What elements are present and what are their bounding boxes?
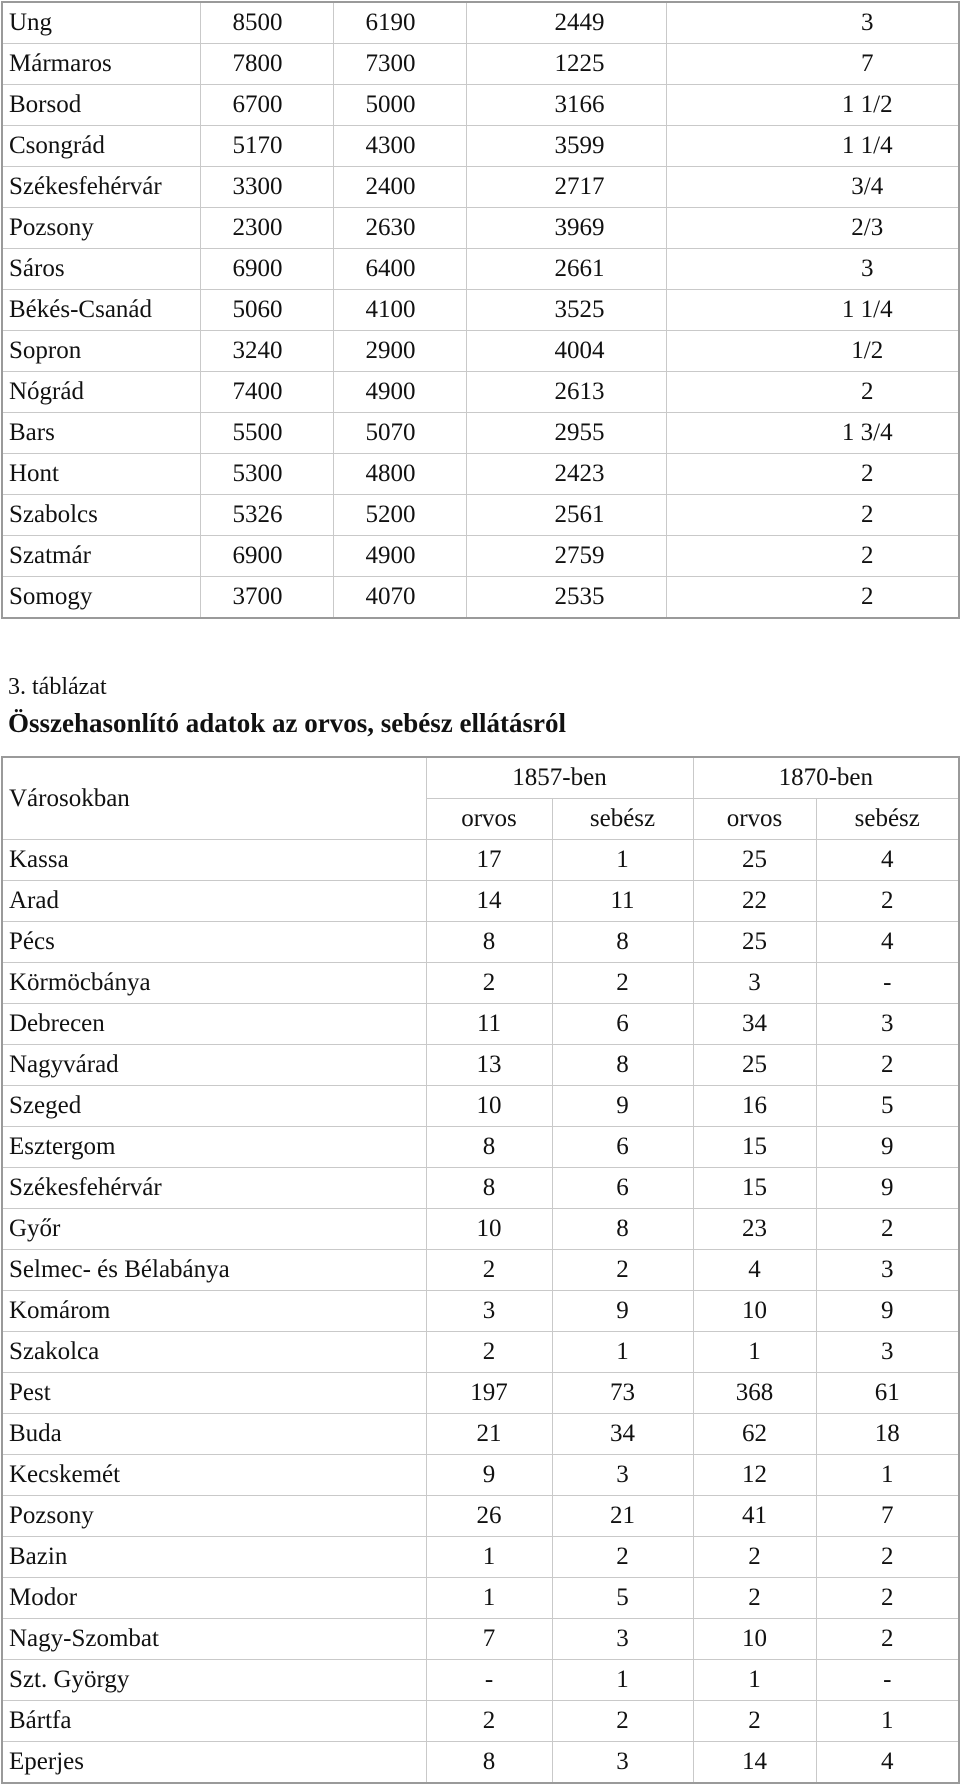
value-cell: 3	[552, 1619, 693, 1660]
value-cell: 9	[552, 1291, 693, 1332]
table-row	[2, 577, 959, 619]
value-cell: 2	[666, 577, 959, 619]
row-label-cell: Modor	[2, 1578, 426, 1619]
value-cell: 2	[552, 1537, 693, 1578]
value-cell: 12	[693, 1455, 816, 1496]
value-cell: 4900	[333, 536, 466, 577]
value-cell: 3300	[200, 167, 333, 208]
table-row	[2, 1701, 959, 1742]
value-cell: 8	[552, 922, 693, 963]
value-cell: 7	[666, 44, 959, 85]
value-cell: 4900	[333, 372, 466, 413]
value-cell: 4	[816, 922, 959, 963]
header-sebesz-1870: sebész	[816, 799, 959, 840]
row-label-cell: Bazin	[2, 1537, 426, 1578]
value-cell: 7400	[200, 372, 333, 413]
value-cell: 5	[552, 1578, 693, 1619]
value-cell: 6900	[200, 536, 333, 577]
row-label-cell: Debrecen	[2, 1004, 426, 1045]
value-cell: 3	[552, 1742, 693, 1784]
value-cell: 2	[693, 1701, 816, 1742]
value-cell: 2	[666, 372, 959, 413]
table-row	[2, 126, 959, 167]
table-caption: 3. táblázat	[8, 674, 107, 700]
value-cell: 5326	[200, 495, 333, 536]
header-orvos-1857: orvos	[426, 799, 552, 840]
value-cell: 13	[426, 1045, 552, 1086]
value-cell: 2	[552, 963, 693, 1004]
value-cell: 2	[426, 1250, 552, 1291]
value-cell: 2300	[200, 208, 333, 249]
row-label-cell: Nagyvárad	[2, 1045, 426, 1086]
row-label-cell: Nógrád	[2, 372, 200, 413]
value-cell: 8	[552, 1045, 693, 1086]
table-row	[2, 1086, 959, 1127]
value-cell: 6700	[200, 85, 333, 126]
value-cell: 2	[666, 454, 959, 495]
table-row	[2, 1496, 959, 1537]
value-cell: 9	[552, 1086, 693, 1127]
table-row	[2, 1168, 959, 1209]
row-label-cell: Csongrád	[2, 126, 200, 167]
value-cell: 5	[816, 1086, 959, 1127]
value-cell: 3700	[200, 577, 333, 619]
value-cell: 2661	[466, 249, 666, 290]
row-label-cell: Arad	[2, 881, 426, 922]
header-year-1857: 1857-ben	[426, 757, 693, 799]
table-row	[2, 1414, 959, 1455]
value-cell: 1 1/2	[666, 85, 959, 126]
header-sebesz-1857: sebész	[552, 799, 693, 840]
value-cell: 61	[816, 1373, 959, 1414]
value-cell: 10	[693, 1291, 816, 1332]
row-label-cell: Szakolca	[2, 1332, 426, 1373]
value-cell: 8500	[200, 2, 333, 44]
value-cell: 5500	[200, 413, 333, 454]
row-label-cell: Pozsony	[2, 1496, 426, 1537]
value-cell: 14	[693, 1742, 816, 1784]
table-title: Összehasonlító adatok az orvos, sebész ellátásról	[8, 708, 566, 738]
value-cell: 368	[693, 1373, 816, 1414]
row-label-cell: Sáros	[2, 249, 200, 290]
value-cell: 2449	[466, 2, 666, 44]
value-cell: 10	[426, 1209, 552, 1250]
value-cell: 2	[426, 1701, 552, 1742]
row-label-cell: Kecskemét	[2, 1455, 426, 1496]
value-cell: 6400	[333, 249, 466, 290]
value-cell: 34	[552, 1414, 693, 1455]
value-cell: 5300	[200, 454, 333, 495]
value-cell: 9	[426, 1455, 552, 1496]
table-row	[2, 249, 959, 290]
value-cell: 2	[693, 1578, 816, 1619]
value-cell: 62	[693, 1414, 816, 1455]
value-cell: 7300	[333, 44, 466, 85]
header-year-1870: 1870-ben	[693, 757, 959, 799]
value-cell: 25	[693, 840, 816, 881]
value-cell: 1	[552, 1660, 693, 1701]
table-row	[2, 840, 959, 881]
value-cell: 2	[816, 1045, 959, 1086]
value-cell: 8	[426, 1742, 552, 1784]
table-row	[2, 1537, 959, 1578]
value-cell: 2	[816, 1619, 959, 1660]
value-cell: 2759	[466, 536, 666, 577]
value-cell: 2561	[466, 495, 666, 536]
value-cell: 10	[426, 1086, 552, 1127]
value-cell: 73	[552, 1373, 693, 1414]
row-label-cell: Esztergom	[2, 1127, 426, 1168]
value-cell: 22	[693, 881, 816, 922]
row-label-cell: Borsod	[2, 85, 200, 126]
value-cell: 18	[816, 1414, 959, 1455]
value-cell: -	[816, 963, 959, 1004]
row-label-cell: Bars	[2, 413, 200, 454]
value-cell: 9	[816, 1291, 959, 1332]
value-cell: 8	[426, 922, 552, 963]
row-label-cell: Szabolcs	[2, 495, 200, 536]
value-cell: 9	[816, 1168, 959, 1209]
row-label-cell: Nagy-Szombat	[2, 1619, 426, 1660]
value-cell: 2400	[333, 167, 466, 208]
table-row	[2, 44, 959, 85]
table-row	[2, 208, 959, 249]
value-cell: 4	[693, 1250, 816, 1291]
row-label-cell: Somogy	[2, 577, 200, 619]
value-cell: 8	[426, 1168, 552, 1209]
value-cell: 16	[693, 1086, 816, 1127]
table-row	[2, 1250, 959, 1291]
value-cell: 2	[693, 1537, 816, 1578]
row-label-cell: Komárom	[2, 1291, 426, 1332]
value-cell: 3	[426, 1291, 552, 1332]
table-row	[2, 413, 959, 454]
value-cell: 2900	[333, 331, 466, 372]
value-cell: 11	[552, 881, 693, 922]
value-cell: 10	[693, 1619, 816, 1660]
value-cell: 2717	[466, 167, 666, 208]
value-cell: 3525	[466, 290, 666, 331]
table-row	[2, 1660, 959, 1701]
value-cell: 1 1/4	[666, 126, 959, 167]
row-label-cell: Szatmár	[2, 536, 200, 577]
row-label-cell: Győr	[2, 1209, 426, 1250]
value-cell: 3240	[200, 331, 333, 372]
row-label-cell: Székesfehérvár	[2, 1168, 426, 1209]
value-cell: 1	[693, 1660, 816, 1701]
value-cell: 3	[693, 963, 816, 1004]
value-cell: 3	[816, 1004, 959, 1045]
value-cell: 26	[426, 1496, 552, 1537]
value-cell: 5060	[200, 290, 333, 331]
value-cell: 4004	[466, 331, 666, 372]
value-cell: 41	[693, 1496, 816, 1537]
value-cell: 21	[426, 1414, 552, 1455]
value-cell: 3	[666, 249, 959, 290]
table-row	[2, 1332, 959, 1373]
value-cell: 2535	[466, 577, 666, 619]
value-cell: 4070	[333, 577, 466, 619]
value-cell: 4300	[333, 126, 466, 167]
value-cell: 1	[816, 1701, 959, 1742]
value-cell: 197	[426, 1373, 552, 1414]
table-row	[2, 963, 959, 1004]
table-row	[2, 167, 959, 208]
row-label-cell: Eperjes	[2, 1742, 426, 1784]
value-cell: 2955	[466, 413, 666, 454]
row-label-cell: Selmec- és Bélabánya	[2, 1250, 426, 1291]
value-cell: 8	[552, 1209, 693, 1250]
value-cell: 3	[552, 1455, 693, 1496]
row-label-cell: Körmöcbánya	[2, 963, 426, 1004]
value-cell: 2	[426, 963, 552, 1004]
value-cell: 3166	[466, 85, 666, 126]
value-cell: 4	[816, 840, 959, 881]
table-row	[2, 922, 959, 963]
value-cell: 23	[693, 1209, 816, 1250]
value-cell: 6	[552, 1127, 693, 1168]
value-cell: 7	[426, 1619, 552, 1660]
value-cell: 3599	[466, 126, 666, 167]
value-cell: 2	[666, 495, 959, 536]
value-cell: 3	[666, 2, 959, 44]
table-row	[2, 536, 959, 577]
value-cell: 25	[693, 1045, 816, 1086]
value-cell: 25	[693, 922, 816, 963]
table-row	[2, 1127, 959, 1168]
value-cell: -	[816, 1660, 959, 1701]
table-row	[2, 85, 959, 126]
table-row	[2, 1004, 959, 1045]
row-label-cell: Békés-Csanád	[2, 290, 200, 331]
value-cell: 1	[816, 1455, 959, 1496]
table-row	[2, 1209, 959, 1250]
value-cell: 3	[816, 1332, 959, 1373]
row-label-cell: Buda	[2, 1414, 426, 1455]
value-cell: 2	[816, 881, 959, 922]
row-label-cell: Pozsony	[2, 208, 200, 249]
row-label-cell: Ung	[2, 2, 200, 44]
value-cell: 1225	[466, 44, 666, 85]
table-row	[2, 331, 959, 372]
value-cell: 2630	[333, 208, 466, 249]
table-row	[2, 290, 959, 331]
row-label-cell: Bártfa	[2, 1701, 426, 1742]
value-cell: 1 1/4	[666, 290, 959, 331]
value-cell: 4800	[333, 454, 466, 495]
row-label-cell: Szeged	[2, 1086, 426, 1127]
value-cell: 2	[816, 1537, 959, 1578]
value-cell: 8	[426, 1127, 552, 1168]
value-cell: 1	[426, 1578, 552, 1619]
value-cell: 9	[816, 1127, 959, 1168]
value-cell: -	[426, 1660, 552, 1701]
value-cell: 1	[552, 840, 693, 881]
value-cell: 3969	[466, 208, 666, 249]
row-label-cell: Kassa	[2, 840, 426, 881]
value-cell: 7800	[200, 44, 333, 85]
row-label-cell: Szt. György	[2, 1660, 426, 1701]
value-cell: 6900	[200, 249, 333, 290]
value-cell: 15	[693, 1168, 816, 1209]
value-cell: 2	[552, 1250, 693, 1291]
county-table-body	[2, 2, 959, 618]
header-orvos-1870: orvos	[693, 799, 816, 840]
value-cell: 2613	[466, 372, 666, 413]
value-cell: 11	[426, 1004, 552, 1045]
value-cell: 2	[552, 1701, 693, 1742]
table-row	[2, 1045, 959, 1086]
value-cell: 4100	[333, 290, 466, 331]
table-row	[2, 2, 959, 44]
table-row	[2, 1455, 959, 1496]
value-cell: 6	[552, 1168, 693, 1209]
county-table	[1, 1, 960, 619]
row-label-cell: Sopron	[2, 331, 200, 372]
table-row	[2, 881, 959, 922]
value-cell: 5170	[200, 126, 333, 167]
row-label-cell: Mármaros	[2, 44, 200, 85]
city-table-body	[2, 840, 959, 1784]
row-label-cell: Pécs	[2, 922, 426, 963]
value-cell: 6190	[333, 2, 466, 44]
table-row	[2, 454, 959, 495]
row-label-cell: Pest	[2, 1373, 426, 1414]
value-cell: 1	[693, 1332, 816, 1373]
value-cell: 2	[666, 536, 959, 577]
value-cell: 3	[816, 1250, 959, 1291]
value-cell: 34	[693, 1004, 816, 1045]
row-label-cell: Székesfehérvár	[2, 167, 200, 208]
value-cell: 2423	[466, 454, 666, 495]
table-row	[2, 1619, 959, 1660]
value-cell: 5200	[333, 495, 466, 536]
value-cell: 14	[426, 881, 552, 922]
table-row	[2, 1291, 959, 1332]
value-cell: 2/3	[666, 208, 959, 249]
value-cell: 1	[552, 1332, 693, 1373]
value-cell: 5000	[333, 85, 466, 126]
header-city: Városokban	[2, 757, 426, 840]
value-cell: 21	[552, 1496, 693, 1537]
value-cell: 2	[816, 1209, 959, 1250]
value-cell: 3/4	[666, 167, 959, 208]
value-cell: 1	[426, 1537, 552, 1578]
table-row	[2, 1373, 959, 1414]
table-row	[2, 495, 959, 536]
value-cell: 1/2	[666, 331, 959, 372]
value-cell: 6	[552, 1004, 693, 1045]
value-cell: 4	[816, 1742, 959, 1784]
value-cell: 2	[426, 1332, 552, 1373]
value-cell: 5070	[333, 413, 466, 454]
value-cell: 7	[816, 1496, 959, 1537]
value-cell: 2	[816, 1578, 959, 1619]
table-row	[2, 372, 959, 413]
city-table-header	[2, 757, 959, 840]
value-cell: 1 3/4	[666, 413, 959, 454]
table-row	[2, 1578, 959, 1619]
value-cell: 17	[426, 840, 552, 881]
row-label-cell: Hont	[2, 454, 200, 495]
city-table	[1, 756, 960, 1784]
value-cell: 15	[693, 1127, 816, 1168]
table-row	[2, 1742, 959, 1784]
